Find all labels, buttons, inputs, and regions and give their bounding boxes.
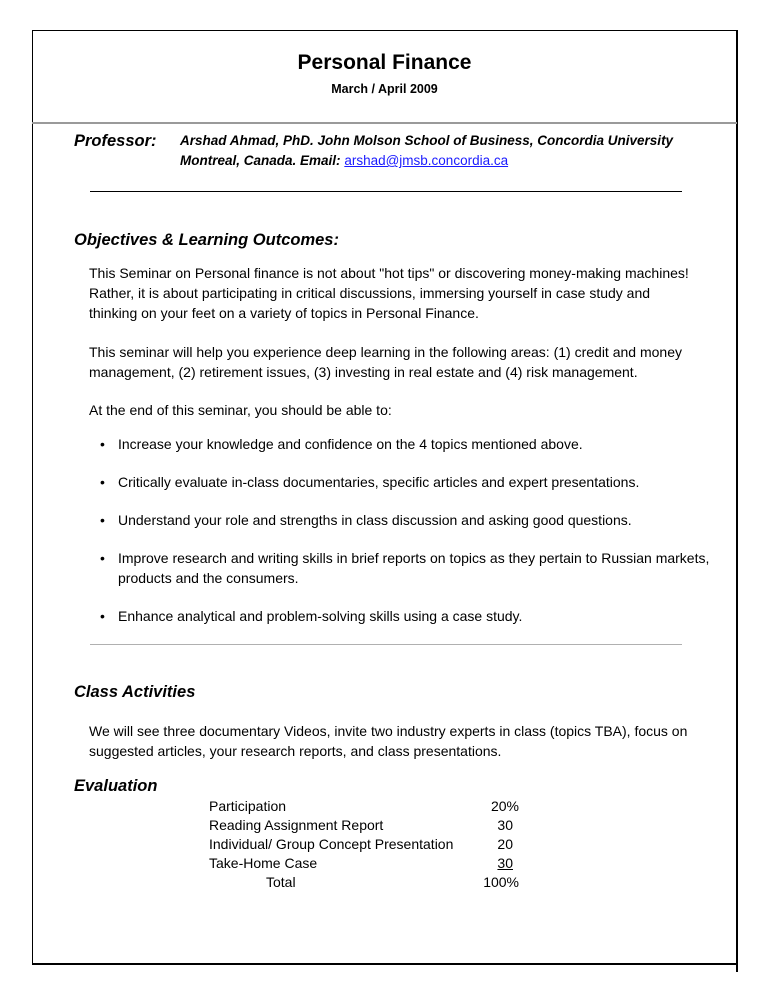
- evaluation-heading: Evaluation: [74, 777, 158, 795]
- evaluation-item-label: Take-Home Case: [209, 855, 318, 871]
- table-row: [209, 854, 519, 873]
- page-border-bottom: [32, 963, 737, 965]
- objectives-heading: Objectives & Learning Outcomes:: [74, 231, 339, 249]
- evaluation-item-label: Individual/ Group Concept Presentation: [209, 836, 454, 852]
- table-row: [209, 873, 519, 892]
- professor-contact: [180, 153, 508, 168]
- table-row: [209, 835, 519, 854]
- table-row: [209, 797, 519, 816]
- outcomes-list: [100, 434, 720, 644]
- objectives-paragraph-3: At the end of this seminar, you should be able to:: [89, 402, 392, 418]
- objectives-paragraph-1: This Seminar on Personal finance is not about "hot tips" or discovering money-making machines! Rather, it is about participating in critical discussions, immersing yourself in case study and thinking on your feet on a variety of topics in Personal Finance.: [89, 265, 689, 321]
- list-item: • Critically evaluate in-class documentaries, specific articles and expert presentations.: [100, 472, 720, 492]
- evaluation-item-value: 30: [497, 817, 513, 833]
- table-row: [209, 816, 519, 835]
- document-date: March / April 2009: [331, 82, 438, 96]
- evaluation-total-label: Total: [266, 874, 296, 890]
- evaluation-item-value: 20: [497, 836, 513, 852]
- page-border-left: [32, 30, 33, 964]
- professor-location: Montreal, Canada. Email:: [180, 153, 341, 168]
- evaluation-item-value: 20%: [490, 798, 519, 814]
- page-border-right: [736, 30, 738, 972]
- evaluation-item-label: Participation: [209, 798, 287, 814]
- list-item: • Enhance analytical and problem-solving skills using a case study.: [100, 606, 720, 626]
- evaluation-item-label: Reading Assignment Report: [209, 817, 384, 833]
- email-link[interactable]: arshad@jmsb.concordia.ca: [344, 153, 509, 168]
- page-border-top: [32, 30, 737, 31]
- list-item: • Improve research and writing skills in brief reports on topics as they pertain to Russian markets, products and the consumers.: [100, 548, 720, 588]
- evaluation-total-value: 100%: [483, 874, 519, 890]
- professor-affiliation: Arshad Ahmad, PhD. John Molson School of Business, Concordia University: [180, 133, 674, 148]
- activities-paragraph: We will see three documentary Videos, invite two industry experts in class (topics TBA), focus on suggested articles, your research reports, and class presentations.: [89, 723, 688, 759]
- evaluation-item-value: 30: [497, 855, 513, 871]
- header-divider: [32, 122, 737, 124]
- evaluation-table: [209, 797, 519, 892]
- list-item: • Increase your knowledge and confidence on the 4 topics mentioned above.: [100, 434, 720, 454]
- activities-heading: Class Activities: [74, 683, 196, 701]
- section-divider: [90, 644, 682, 645]
- professor-label: Professor:: [74, 132, 157, 150]
- document-title: Personal Finance: [297, 51, 472, 74]
- list-item: • Understand your role and strengths in class discussion and asking good questions.: [100, 510, 720, 530]
- professor-divider: [90, 191, 682, 192]
- objectives-paragraph-2: This seminar will help you experience deep learning in the following areas: (1) credit and money management, (2) retirement issues, (3) investing in real estate and (4) risk management.: [89, 344, 682, 380]
